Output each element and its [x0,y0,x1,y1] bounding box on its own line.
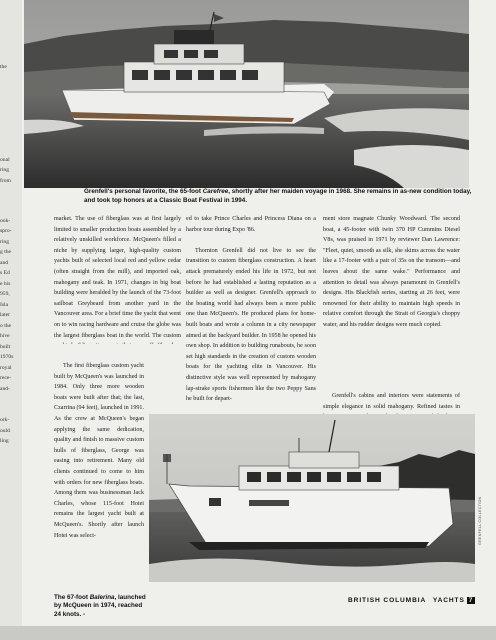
gutter-fragment: Isla [0,302,9,308]
gutter-fragment: 1970s [0,354,14,360]
body-column-3 [323,214,460,414]
bottom-photo-caption [54,594,150,619]
body-column-1-lower [54,361,144,583]
bottom-photo-balerina-yacht [149,414,475,582]
gutter-fragment: and [0,260,9,266]
caption-lead: The 67-foot [54,594,90,601]
gutter-fragment: spro- [0,228,12,234]
gutter-fragment: ling [0,438,9,444]
gutter-fragment: onal [0,157,10,163]
paragraph: market. The use of fiberglass was at first largely limited to smaller production boats assembled by a relatively unskilled workforce. McQueen's filled a niche by supplying larger, high-quality custom yachts built of selected local red and yellow cedar (often straight from the mill), and imported oak, mahogany and teak. In 1971, changes in big boat building were heralded by the launch of the 73-foot sailboat Greybeard from another yard in the Vancouver area. For a brief time the yacht that went on to win racing hardware and cruise the globe was the largest fiberglass boat in the world. The custom [54,216,181,339]
gutter-fragment: the [0,64,7,70]
top-photo-caption [84,188,476,205]
gutter-fragment: later [0,312,10,318]
gutter-fragment: ould [0,428,10,434]
body-column-1 [54,214,181,344]
magazine-section: YACHTS [432,597,465,604]
paragraph: Thornton Grenfell did not live to see the transition to custom fiberglass construction. A heart attack prematurely ended his life in 1972, but not before he had established a lasting reputation as a builder as well as designer. Grenfell's approach to the boating world had always been a more public one than McQueen's. He produced plans for home-built boats and wrote a column in a city newspaper aimed at the backyard builder. In 1958 he opened his own shop. In addition to building runabouts, he soon set high standards in the creation of custom wooden boats for the yachting elite in Vancouver. His distinctive style was well represented by mahogany lap-strake sports fishermen like the two Peppy Sans he built for depart- [186,247,316,403]
paragraph: The first fiberglass custom yacht built by McQueen's was launched in 1984. Only three more wooden boats were built after that; the last, Czarrina (94 feet), launched in 1991. As the crew at McQueen's began applying the same dedication, quality and finish to massive custom hulls of fiberglass, George was easing into retirement. Many old clients continued to come to him with orders for new fiberglass boats. Among them was businessman Jack Charles, whose 115-foot Hotei remains the largest yacht built at McQueen's. Shortly after launch Hotei was select- [54,363,144,539]
body-column-2 [186,214,316,414]
caption-rest: , launched by McQueen in 1974, reached 24 knots. - [54,594,146,618]
gutter-fragment: g the [0,249,12,255]
page-footer [348,597,475,604]
gutter-fragment: ring [0,167,10,173]
gutter-fragment: from [0,178,11,184]
previous-page-gutter [0,0,22,640]
caption-rest: , shortly after her maiden voyage in 1968. She remains in as-new condition today, and took top honors at a Classic Boat Festival in 1994. [84,188,472,204]
magazine-name: BRITISH COLUMBIA [348,597,427,604]
gutter-fragment: o the [0,323,12,329]
gutter-fragment: e his [0,281,11,287]
gutter-fragment: ook- [0,218,11,224]
top-photo-carefree-yacht [24,0,469,188]
page-number: 7 [468,597,474,604]
gutter-fragment: built [0,344,11,350]
gutter-fragment: s Ed [0,270,10,276]
gutter-fragment: rece- [0,375,12,381]
gutter-fragment: ork- [0,417,10,423]
paragraph: Grenfell's cabins and interiors were statements of simple elegance in solid mahogany. Refined tastes in [323,393,460,410]
gutter-fragment: 959, [0,291,10,297]
gutter-fragment: hive [0,333,10,339]
gutter-fragment: royal [0,365,12,371]
paragraph: ed to take Prince Charles and Princess Diana on a harbor tour during Expo '86. [186,216,316,233]
page-bottom-edge [0,626,496,640]
caption-boat-name: Carefree [202,188,229,195]
photo-credit: GRENFELL COLLECTION [478,496,482,545]
gutter-fragment: ring [0,239,10,245]
caption-lead: Grenfell's personal favorite, the 65-foot [84,188,203,195]
caption-boat-name: Balerina [89,594,115,601]
gutter-fragment: and- [0,386,10,392]
paragraph: ment store magnate Chunky Woodward. The second boat, a 45-footer with twin 370 HP Cummins Diesel V8s, was praised in 1971 by reviewer Dan Lawrence: "Fleet, quiet, smooth as silk, she skims across the water like a 17-footer with a pair of 35s on the transom—and leaves about the same wake." Performance and attention to detail was always paramount in Grenfell's designs. His Blackfish series, starting at 26 feet, were renowned for their ability to maintain high speeds in relative comfort through the Strait of Georgia's choppy water, and his rudder designs were much copied. [323,216,460,328]
